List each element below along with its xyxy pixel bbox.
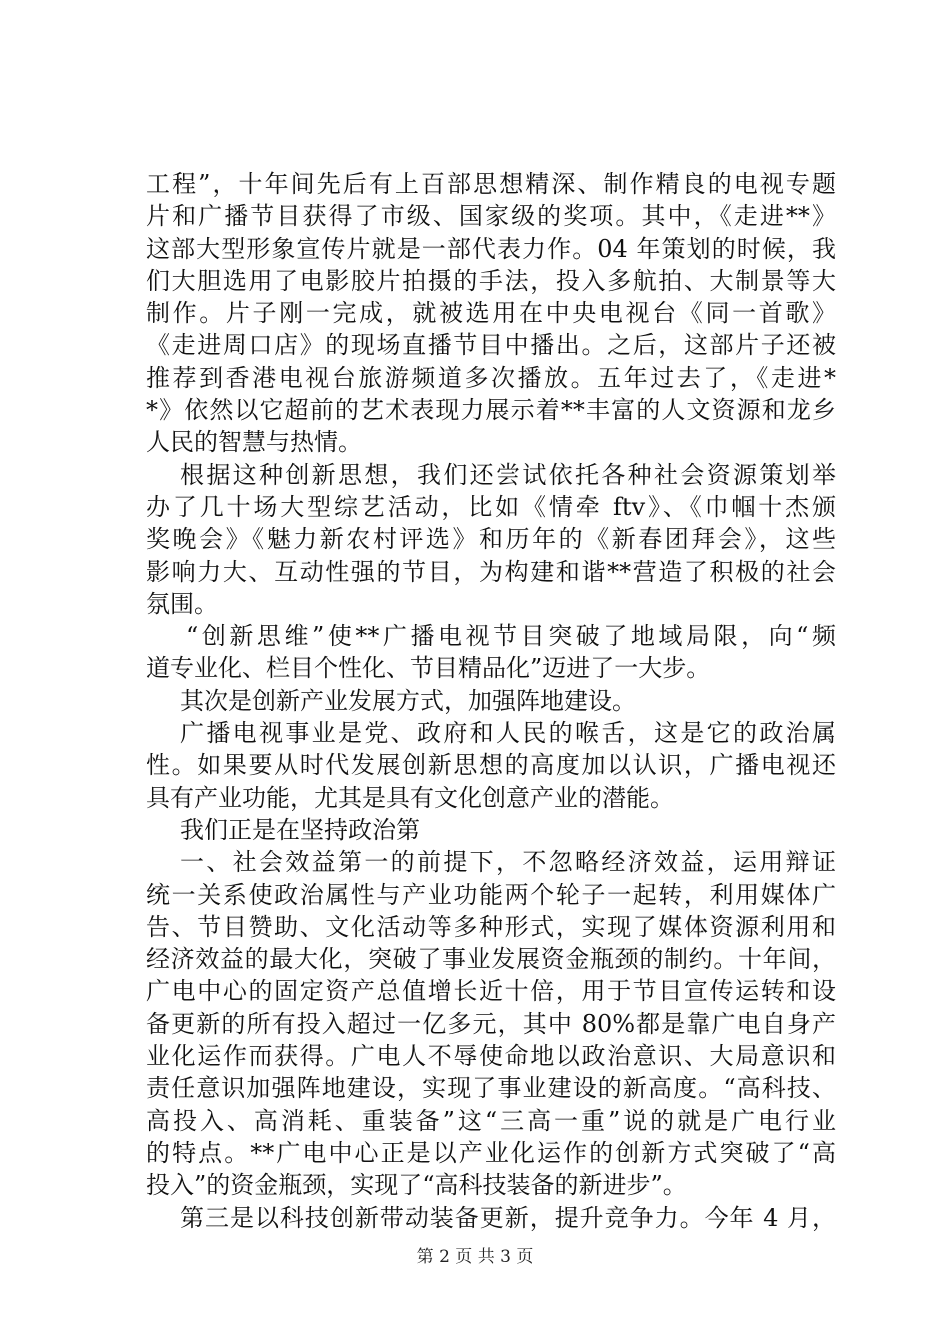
text-line: 《走进周口店》的现场直播节目中播出。之后，这部片子还被 [146,331,836,360]
text-line: 影响力大、互动性强的节目，为构建和谐**营造了积极的社会 [146,557,836,586]
text-line: 具有产业功能，尤其是具有文化创意产业的潜能。 [146,783,674,812]
text-line: 道专业化、栏目个性化、节目精品化”迈进了一大步。 [146,654,711,683]
text-line: 其次是创新产业发展方式，加强阵地建设。 [180,686,636,715]
document-body [146,168,836,1234]
text-line: 根据这种创新思想，我们还尝试依托各种社会资源策划举 [180,460,836,489]
text-line: 第三是以科技创新带动装备更新，提升竞争力。今年 4 月， [180,1203,836,1232]
text-line: 备更新的所有投入超过一亿多元，其中 80%都是靠广电自身产 [146,1009,836,1038]
text-line: “创新思维”使**广播电视节目突破了地域局限，向“频 [186,622,836,651]
text-line: *》依然以它超前的艺术表现力展示着**丰富的人文资源和龙乡 [146,396,836,425]
text-line: 奖晚会》《魅力新农村评选》和历年的《新春团拜会》，这些 [146,525,836,554]
text-line: 投入”的资金瓶颈，实现了“高科技装备的新进步”。 [146,1171,687,1200]
text-line: 我们正是在坚持政治第 [180,815,420,844]
text-line: 经济效益的最大化，突破了事业发展资金瓶颈的制约。十年间， [146,945,836,974]
text-line: 广电中心的固定资产总值增长近十倍，用于节目宣传运转和设 [146,977,836,1006]
text-line: 推荐到香港电视台旅游频道多次播放。五年过去了，《走进* [146,363,836,392]
text-line: 业化运作而获得。广电人不辱使命地以政治意识、大局意识和 [146,1042,836,1071]
text-line: 办了几十场大型综艺活动，比如《情牵 ftv》、《巾帼十杰颁 [146,492,836,521]
text-line: 广播电视事业是党、政府和人民的喉舌，这是它的政治属 [180,719,836,748]
text-line: 工程”，十年间先后有上百部思想精深、制作精良的电视专题 [146,170,836,198]
text-line: 性。如果要从时代发展创新思想的高度加以认识，广播电视还 [146,751,836,780]
text-line: 制作。片子刚一完成，就被选用在中央电视台《同一首歌》 [146,299,836,328]
text-line: 责任意识加强阵地建设，实现了事业建设的新高度。“高科技、 [146,1074,836,1103]
text-line: 人民的智慧与热情。 [146,428,362,457]
text-line: 的特点。**广电中心正是以产业化运作的创新方式突破了“高 [146,1138,836,1167]
text-line: 们大胆选用了电影胶片拍摄的手法，投入多航拍、大制景等大 [146,266,836,295]
text-line: 高投入、高消耗、重装备”这“三高一重”说的就是广电行业 [146,1106,836,1135]
text-line: 一、社会效益第一的前提下，不忽略经济效益，运用辩证 [180,848,836,877]
text-line: 统一关系使政治属性与产业功能两个轮子一起转，利用媒体广 [146,880,836,909]
text-line: 片和广播节目获得了市级、国家级的奖项。其中，《走进**》 [146,202,836,231]
text-line: 这部大型形象宣传片就是一部代表力作。04 年策划的时候，我 [146,234,836,263]
page-number-footer: 第 2 页 共 3 页 [416,1247,534,1267]
text-line: 告、节目赞助、文化活动等多种形式，实现了媒体资源利用和 [146,912,836,941]
text-line: 氛围。 [146,589,218,618]
